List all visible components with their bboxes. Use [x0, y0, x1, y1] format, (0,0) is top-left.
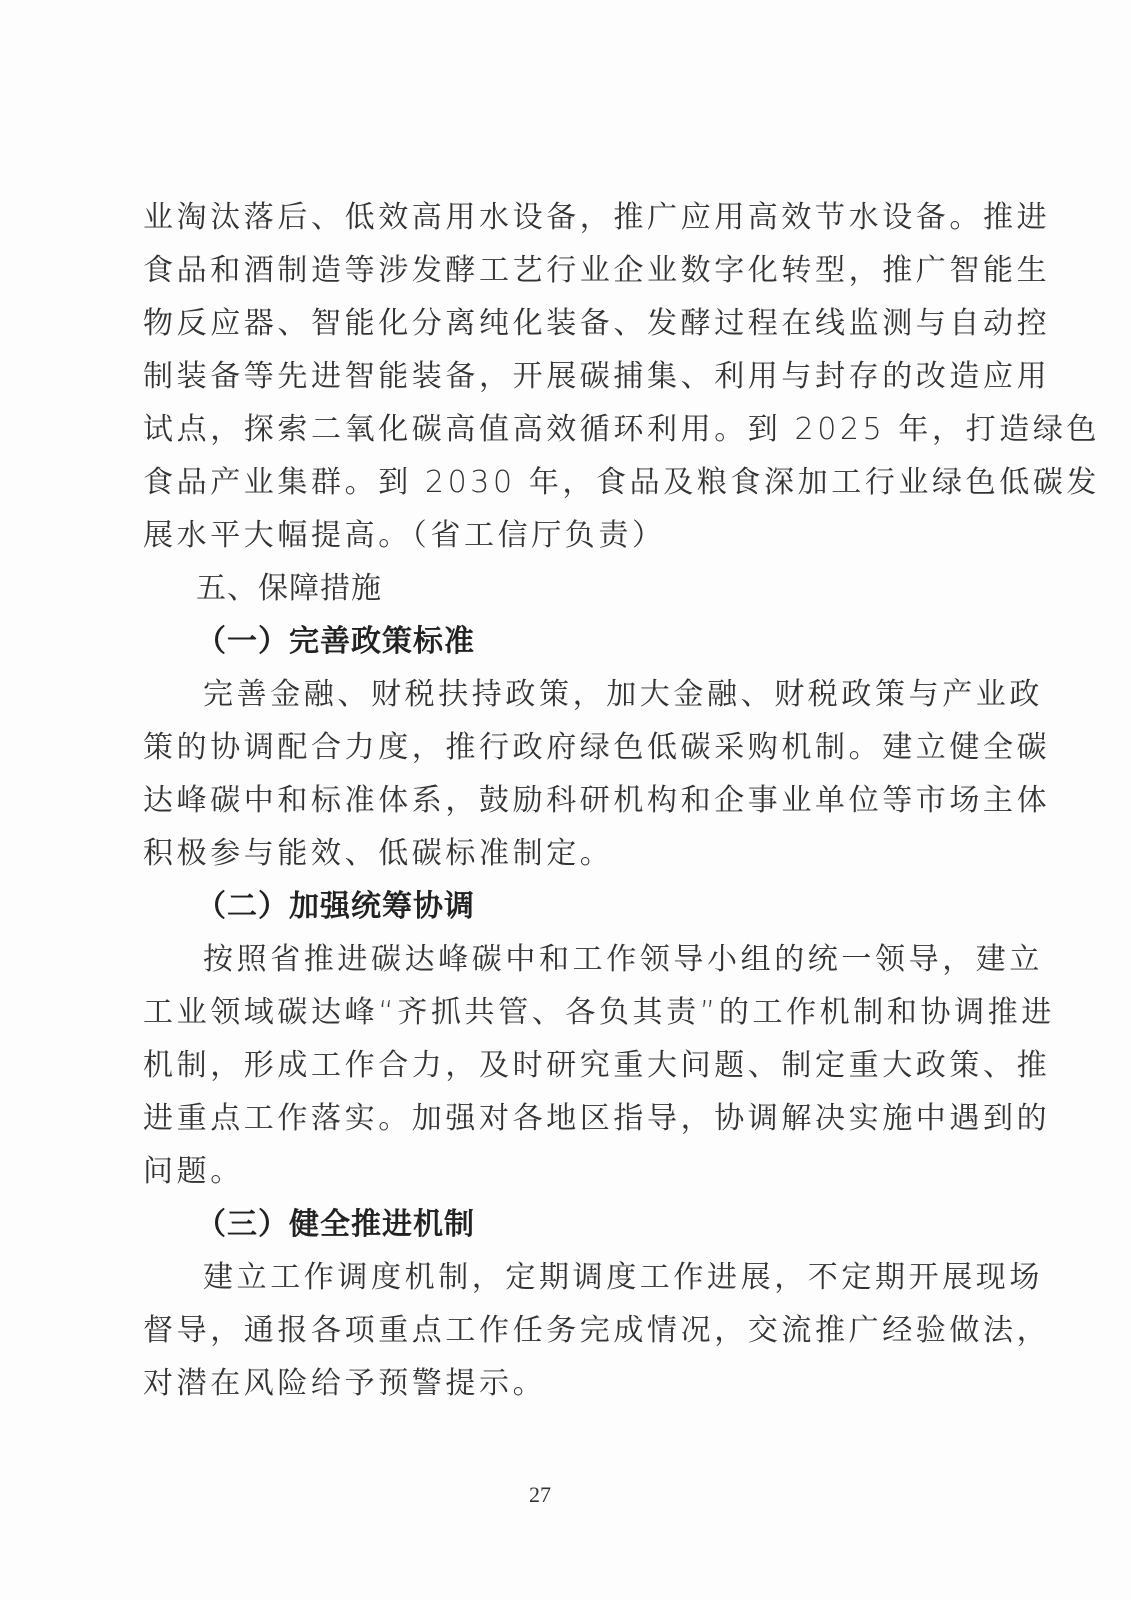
- paragraph-line: 进重点工作落实。加强对各地区指导，协调解决实施中遇到的: [143, 1101, 1051, 1136]
- paragraph-line: 完善金融、财税扶持政策，加大金融、财税政策与产业政: [203, 677, 1043, 712]
- paragraph-line: 达峰碳中和标准体系，鼓励科研机构和企事业单位等市场主体: [143, 783, 1051, 818]
- paragraph-line: 食品产业集群。到 2030 年，食品及粮食深加工行业绿色低碳发: [143, 465, 1101, 500]
- page-number: 27: [529, 1482, 551, 1507]
- paragraph-line: 策的协调配合力度，推行政府绿色低碳采购机制。建立健全碳: [143, 730, 1051, 765]
- subsection-heading: （三）健全推进机制: [196, 1207, 475, 1242]
- paragraph-line: 试点，探索二氧化碳高值高效循环利用。到 2025 年，打造绿色: [143, 412, 1101, 447]
- paragraph-line: 问题。: [143, 1154, 244, 1189]
- paragraph-line: 业淘汰落后、低效高用水设备，推广应用高效节水设备。推进: [143, 200, 1051, 235]
- paragraph-line: 制装备等先进智能装备，开展碳捕集、利用与封存的改造应用: [143, 359, 1051, 394]
- paragraph-line: 食品和酒制造等涉发酵工艺行业企业数字化转型，推广智能生: [143, 253, 1051, 288]
- paragraph-line: 工业领域碳达峰“齐抓共管、各负其责”的工作机制和协调推进: [143, 995, 1055, 1030]
- subsection-heading: （一）完善政策标准: [196, 624, 475, 659]
- subsection-heading: （二）加强统筹协调: [196, 889, 475, 924]
- section-title: 五、保障措施: [196, 571, 382, 606]
- paragraph-line: 对潜在风险给予预警提示。: [143, 1366, 547, 1401]
- paragraph-line: 机制，形成工作合力，及时研究重大问题、制定重大政策、推: [143, 1048, 1051, 1083]
- paragraph-line: 展水平大幅提高。（省工信厅负责）: [143, 518, 666, 553]
- paragraph-line: 督导，通报各项重点工作任务完成情况，交流推广经验做法，: [143, 1313, 1051, 1348]
- paragraph-line: 按照省推进碳达峰碳中和工作领导小组的统一领导，建立: [203, 942, 1043, 977]
- paragraph-line: 积极参与能效、低碳标准制定。: [143, 836, 614, 871]
- paragraph-line: 物反应器、智能化分离纯化装备、发酵过程在线监测与自动控: [143, 306, 1051, 341]
- paragraph-line: 建立工作调度机制，定期调度工作进展，不定期开展现场: [203, 1260, 1043, 1295]
